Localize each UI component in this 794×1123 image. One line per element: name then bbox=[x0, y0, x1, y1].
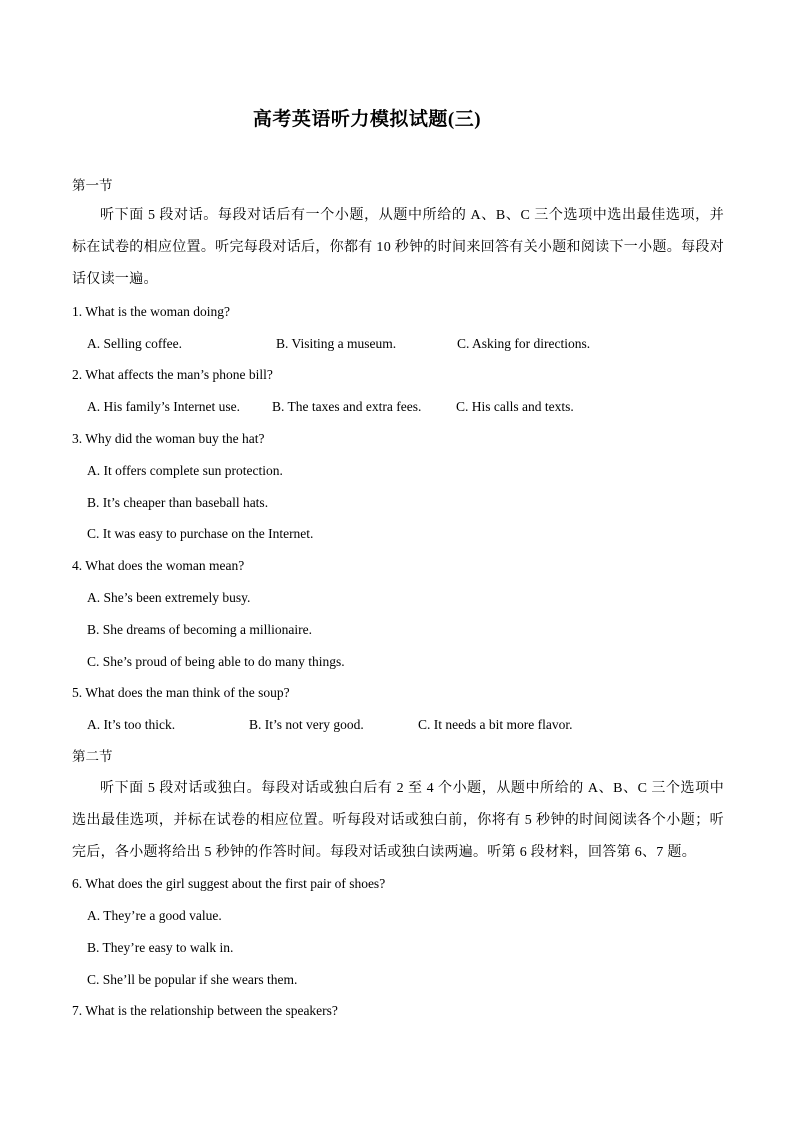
question-2-option-b: B. The taxes and extra fees. bbox=[272, 399, 422, 414]
section-1-heading: 第一节 bbox=[72, 178, 113, 193]
question-3: 3. Why did the woman buy the hat? bbox=[72, 431, 265, 446]
section-2-heading: 第二节 bbox=[72, 749, 113, 764]
question-6-option-c: C. She’ll be popular if she wears them. bbox=[87, 972, 298, 987]
question-4-option-a: A. She’s been extremely busy. bbox=[87, 590, 251, 605]
question-5-option-c: C. It needs a bit more flavor. bbox=[418, 717, 573, 732]
question-1-option-c: C. Asking for directions. bbox=[457, 336, 591, 351]
page-title: 高考英语听力模拟试题(三) bbox=[252, 109, 482, 130]
section-1-instructions: 听下面 5 段对话。每段对话后有一个小题，从题中所给的 A、B、C 三个选项中选出最佳选项，并标在试卷的相应位置。听完每段对话后，你都有 10 秒钟的时间来回答有关小题和阅读下一小题。每段对话仅读一遍。 bbox=[72, 208, 724, 287]
question-4: 4. What does the woman mean? bbox=[72, 558, 245, 573]
section-2-instructions: 听下面 5 段对话或独白。每段对话或独白后有 2 至 4 个小题，从题中所给的 A、B、C 三个选项中选出最佳选项，并标在试卷的相应位置。听每段对话或独白前，你将有 5 秒钟的时间阅读各个小题；听完后，各小题将给出 5 秒钟的作答时间。每段对话或独白读两遍。听第 6 段材料，回答第 6、7 题。 bbox=[72, 781, 724, 860]
question-1-option-a: A. Selling coffee. bbox=[87, 336, 182, 351]
question-6-option-a: A. They’re a good value. bbox=[87, 908, 222, 923]
question-5-option-a: A. It’s too thick. bbox=[87, 717, 176, 732]
question-5: 5. What does the man think of the soup? bbox=[72, 685, 290, 700]
question-3-option-b: B. It’s cheaper than baseball hats. bbox=[87, 495, 269, 510]
question-4-option-c: C. She’s proud of being able to do many things. bbox=[87, 654, 345, 669]
question-2-option-c: C. His calls and texts. bbox=[456, 399, 574, 414]
question-2-option-a: A. His family’s Internet use. bbox=[87, 399, 240, 414]
question-7: 7. What is the relationship between the speakers? bbox=[72, 1003, 338, 1018]
question-3-option-a: A. It offers complete sun protection. bbox=[87, 463, 283, 478]
question-4-option-b: B. She dreams of becoming a millionaire. bbox=[87, 622, 312, 637]
question-6-option-b: B. They’re easy to walk in. bbox=[87, 940, 234, 955]
question-6: 6. What does the girl suggest about the first pair of shoes? bbox=[72, 876, 386, 891]
question-5-option-b: B. It’s not very good. bbox=[249, 717, 364, 732]
question-1: 1. What is the woman doing? bbox=[72, 304, 230, 319]
question-1-option-b: B. Visiting a museum. bbox=[276, 336, 397, 351]
question-2: 2. What affects the man’s phone bill? bbox=[72, 367, 273, 382]
question-3-option-c: C. It was easy to purchase on the Internet. bbox=[87, 526, 314, 541]
